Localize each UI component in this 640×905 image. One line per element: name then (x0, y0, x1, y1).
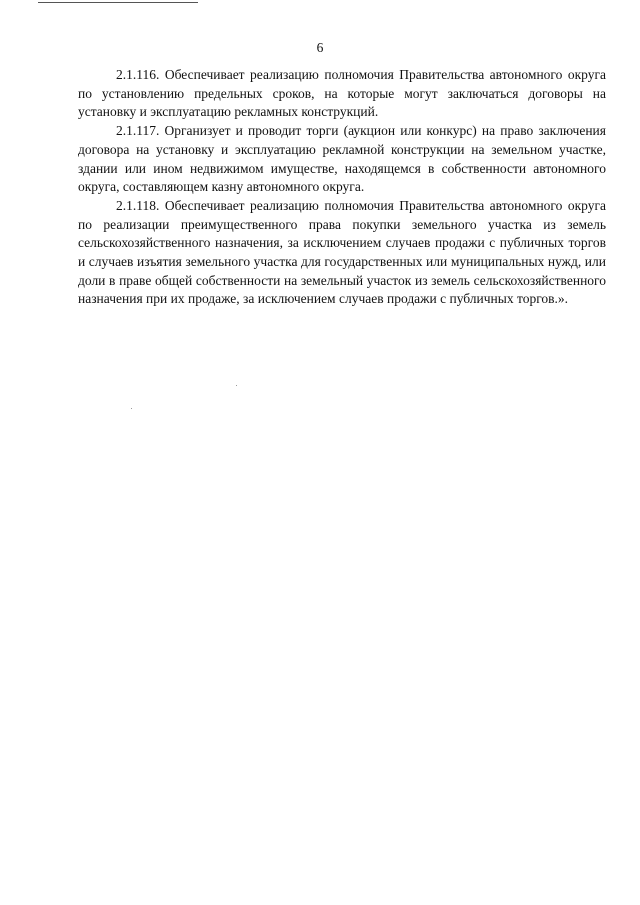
scan-speck (131, 408, 132, 409)
paragraph-2-1-117: 2.1.117. Организует и проводит торги (аукцион или конкурс) на право заключения договора на установку и эксплуатацию рекламной конструкции на земельном участке, здании или ином недвижимом имуществе, находящемся в собственности автономного округа, составляющем казну автономного округа. (78, 123, 606, 195)
paragraph-2-1-118: 2.1.118. Обеспечивает реализацию полномочия Правительства автономного округа по реализации преимущественного права покупки земельного участка из земель сельскохозяйственного назначения, за исключением случаев продажи с публичных торгов и случаев изъятия земельного участка для государственных или муниципальных нужд, или доли в праве общей собственности на земельный участок из земель сельскохозяйственного назначения при их продаже, за исключением случаев продажи с публичных торгов.». (78, 197, 606, 307)
document-body (78, 66, 606, 309)
scan-edge-line (38, 2, 198, 3)
scan-speck (236, 385, 237, 386)
page-number: 6 (316, 40, 324, 55)
paragraph-2-1-116: 2.1.116. Обеспечивает реализацию полномочия Правительства автономного округа по установлению предельных сроков, на которые могут заключаться договоры на установку и эксплуатацию рекламных конструкций. (78, 67, 606, 120)
